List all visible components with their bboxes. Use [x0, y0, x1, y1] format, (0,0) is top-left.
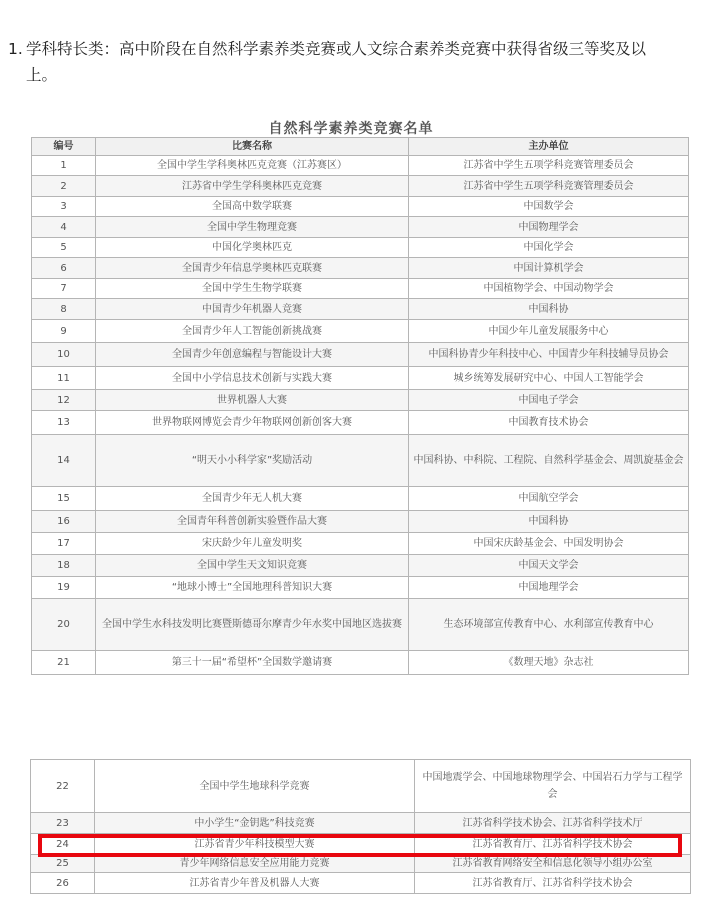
cell-organizer: 中国化学会	[409, 238, 689, 258]
cell-number: 25	[31, 855, 95, 873]
cell-organizer: 中国教育技术协会	[409, 411, 689, 435]
cell-organizer: 中国植物学会、中国动物学会	[409, 279, 689, 299]
cell-competition-name: 江苏省中学生学科奥林匹克竞赛	[96, 176, 409, 197]
cell-competition-name: 全国中学生地球科学竞赛	[95, 760, 415, 813]
table-row	[31, 855, 691, 873]
table-row	[32, 238, 689, 258]
table-row	[32, 487, 689, 511]
cell-number: 19	[32, 577, 96, 599]
table-row	[31, 834, 691, 855]
cell-competition-name: 中国青少年机器人竞赛	[96, 299, 409, 320]
cell-number: 7	[32, 279, 96, 299]
cell-competition-name: 世界机器人大赛	[96, 390, 409, 411]
cell-organizer: 中国地震学会、中国地球物理学会、中国岩石力学与工程学会	[415, 760, 691, 813]
cell-competition-name: 全国中学生生物学联赛	[96, 279, 409, 299]
table-row	[32, 156, 689, 176]
cell-competition-name: 全国青少年人工智能创新挑战赛	[96, 320, 409, 343]
table-row	[31, 873, 691, 894]
cell-number: 8	[32, 299, 96, 320]
cell-organizer: 中国科协	[409, 511, 689, 533]
cell-organizer: 中国物理学会	[409, 217, 689, 238]
cell-number: 1	[32, 156, 96, 176]
table-row	[32, 367, 689, 390]
table-row	[32, 651, 689, 675]
cell-number: 21	[32, 651, 96, 675]
header-competition-name: 比赛名称	[96, 138, 409, 156]
cell-competition-name: “明天小小科学家”奖励活动	[96, 435, 409, 487]
cell-competition-name: 江苏省青少年普及机器人大赛	[95, 873, 415, 894]
cell-competition-name: 全国青年科普创新实验暨作品大赛	[96, 511, 409, 533]
table-row	[32, 197, 689, 217]
table-title: 自然科学素养类竞赛名单	[268, 121, 434, 137]
cell-number: 14	[32, 435, 96, 487]
cell-competition-name: 中国化学奥林匹克	[96, 238, 409, 258]
cell-organizer: 中国科协青少年科技中心、中国青少年科技辅导员协会	[409, 343, 689, 367]
intro-paragraph	[8, 36, 688, 88]
cell-number: 15	[32, 487, 96, 511]
cell-number: 3	[32, 197, 96, 217]
table-row	[32, 533, 689, 555]
cell-organizer: 中国天文学会	[409, 555, 689, 577]
table-row	[32, 217, 689, 238]
cell-number: 6	[32, 258, 96, 279]
table-row	[32, 390, 689, 411]
cell-competition-name: “地球小博士”全国地理科普知识大赛	[96, 577, 409, 599]
header-number: 编号	[32, 138, 96, 156]
table-row	[32, 599, 689, 651]
table-row	[32, 279, 689, 299]
cell-number: 13	[32, 411, 96, 435]
table-row	[32, 411, 689, 435]
intro-line-1: 学科特长类：高中阶段在自然科学素养类竞赛或人文综合素养类竞赛中获得省级三等奖及以	[26, 40, 647, 58]
cell-number: 2	[32, 176, 96, 197]
cell-number: 22	[31, 760, 95, 813]
cell-competition-name: 第三十一届“希望杯”全国数学邀请赛	[96, 651, 409, 675]
cell-competition-name: 全国中学生学科奥林匹克竞赛（江苏赛区）	[96, 156, 409, 176]
cell-organizer: 中国地理学会	[409, 577, 689, 599]
cell-organizer: 江苏省中学生五项学科竞赛管理委员会	[409, 156, 689, 176]
cell-number: 26	[31, 873, 95, 894]
cell-competition-name: 世界物联网博览会青少年物联网创新创客大赛	[96, 411, 409, 435]
cell-competition-name: 宋庆龄少年儿童发明奖	[96, 533, 409, 555]
cell-competition-name: 全国中学生水科技发明比赛暨斯德哥尔摩青少年水奖中国地区选拔赛	[96, 599, 409, 651]
competition-table-part-2	[30, 759, 691, 894]
cell-number: 10	[32, 343, 96, 367]
cell-competition-name: 全国青少年信息学奥林匹克联赛	[96, 258, 409, 279]
cell-competition-name: 全国高中数学联赛	[96, 197, 409, 217]
cell-organizer: 中国数学会	[409, 197, 689, 217]
table-row	[32, 435, 689, 487]
cell-organizer: 城乡统筹发展研究中心、中国人工智能学会	[409, 367, 689, 390]
cell-organizer: 生态环境部宣传教育中心、水利部宣传教育中心	[409, 599, 689, 651]
table-header-row	[32, 138, 689, 156]
cell-competition-name: 江苏省青少年科技模型大赛	[95, 834, 415, 855]
intro-line-2: 上。	[26, 66, 58, 84]
cell-organizer: 《数理天地》杂志社	[409, 651, 689, 675]
table-row	[32, 299, 689, 320]
cell-organizer: 江苏省科学技术协会、江苏省科学技术厅	[415, 813, 691, 834]
cell-organizer: 中国航空学会	[409, 487, 689, 511]
cell-number: 24	[31, 834, 95, 855]
cell-competition-name: 全国青少年无人机大赛	[96, 487, 409, 511]
cell-organizer: 江苏省教育厅、江苏省科学技术协会	[415, 873, 691, 894]
cell-number: 23	[31, 813, 95, 834]
cell-competition-name: 全国青少年创意编程与智能设计大赛	[96, 343, 409, 367]
cell-number: 12	[32, 390, 96, 411]
cell-competition-name: 青少年网络信息安全应用能力竞赛	[95, 855, 415, 873]
table-row	[32, 320, 689, 343]
list-number: 1.	[8, 40, 23, 58]
cell-number: 4	[32, 217, 96, 238]
cell-number: 17	[32, 533, 96, 555]
cell-competition-name: 全国中学生物理竞赛	[96, 217, 409, 238]
cell-competition-name: 中小学生“金钥匙”科技竞赛	[95, 813, 415, 834]
cell-organizer: 中国计算机学会	[409, 258, 689, 279]
table-row	[32, 343, 689, 367]
table-row	[32, 555, 689, 577]
cell-number: 5	[32, 238, 96, 258]
table-row	[31, 760, 691, 813]
table-row	[32, 176, 689, 197]
table-row	[32, 511, 689, 533]
table-row	[32, 577, 689, 599]
cell-number: 9	[32, 320, 96, 343]
cell-organizer: 中国科协、中科院、工程院、自然科学基金会、周凯旋基金会	[409, 435, 689, 487]
cell-organizer: 中国宋庆龄基金会、中国发明协会	[409, 533, 689, 555]
cell-organizer: 江苏省教育厅、江苏省科学技术协会	[415, 834, 691, 855]
cell-number: 18	[32, 555, 96, 577]
cell-organizer: 中国电子学会	[409, 390, 689, 411]
competition-table-part-1	[31, 137, 689, 675]
header-organizer: 主办单位	[409, 138, 689, 156]
cell-competition-name: 全国中小学信息技术创新与实践大赛	[96, 367, 409, 390]
table-row	[31, 813, 691, 834]
cell-number: 16	[32, 511, 96, 533]
cell-number: 20	[32, 599, 96, 651]
cell-competition-name: 全国中学生天文知识竞赛	[96, 555, 409, 577]
cell-organizer: 中国少年儿童发展服务中心	[409, 320, 689, 343]
cell-organizer: 江苏省中学生五项学科竞赛管理委员会	[409, 176, 689, 197]
table-row	[32, 258, 689, 279]
cell-number: 11	[32, 367, 96, 390]
cell-organizer: 中国科协	[409, 299, 689, 320]
cell-organizer: 江苏省教育网络安全和信息化领导小组办公室	[415, 855, 691, 873]
